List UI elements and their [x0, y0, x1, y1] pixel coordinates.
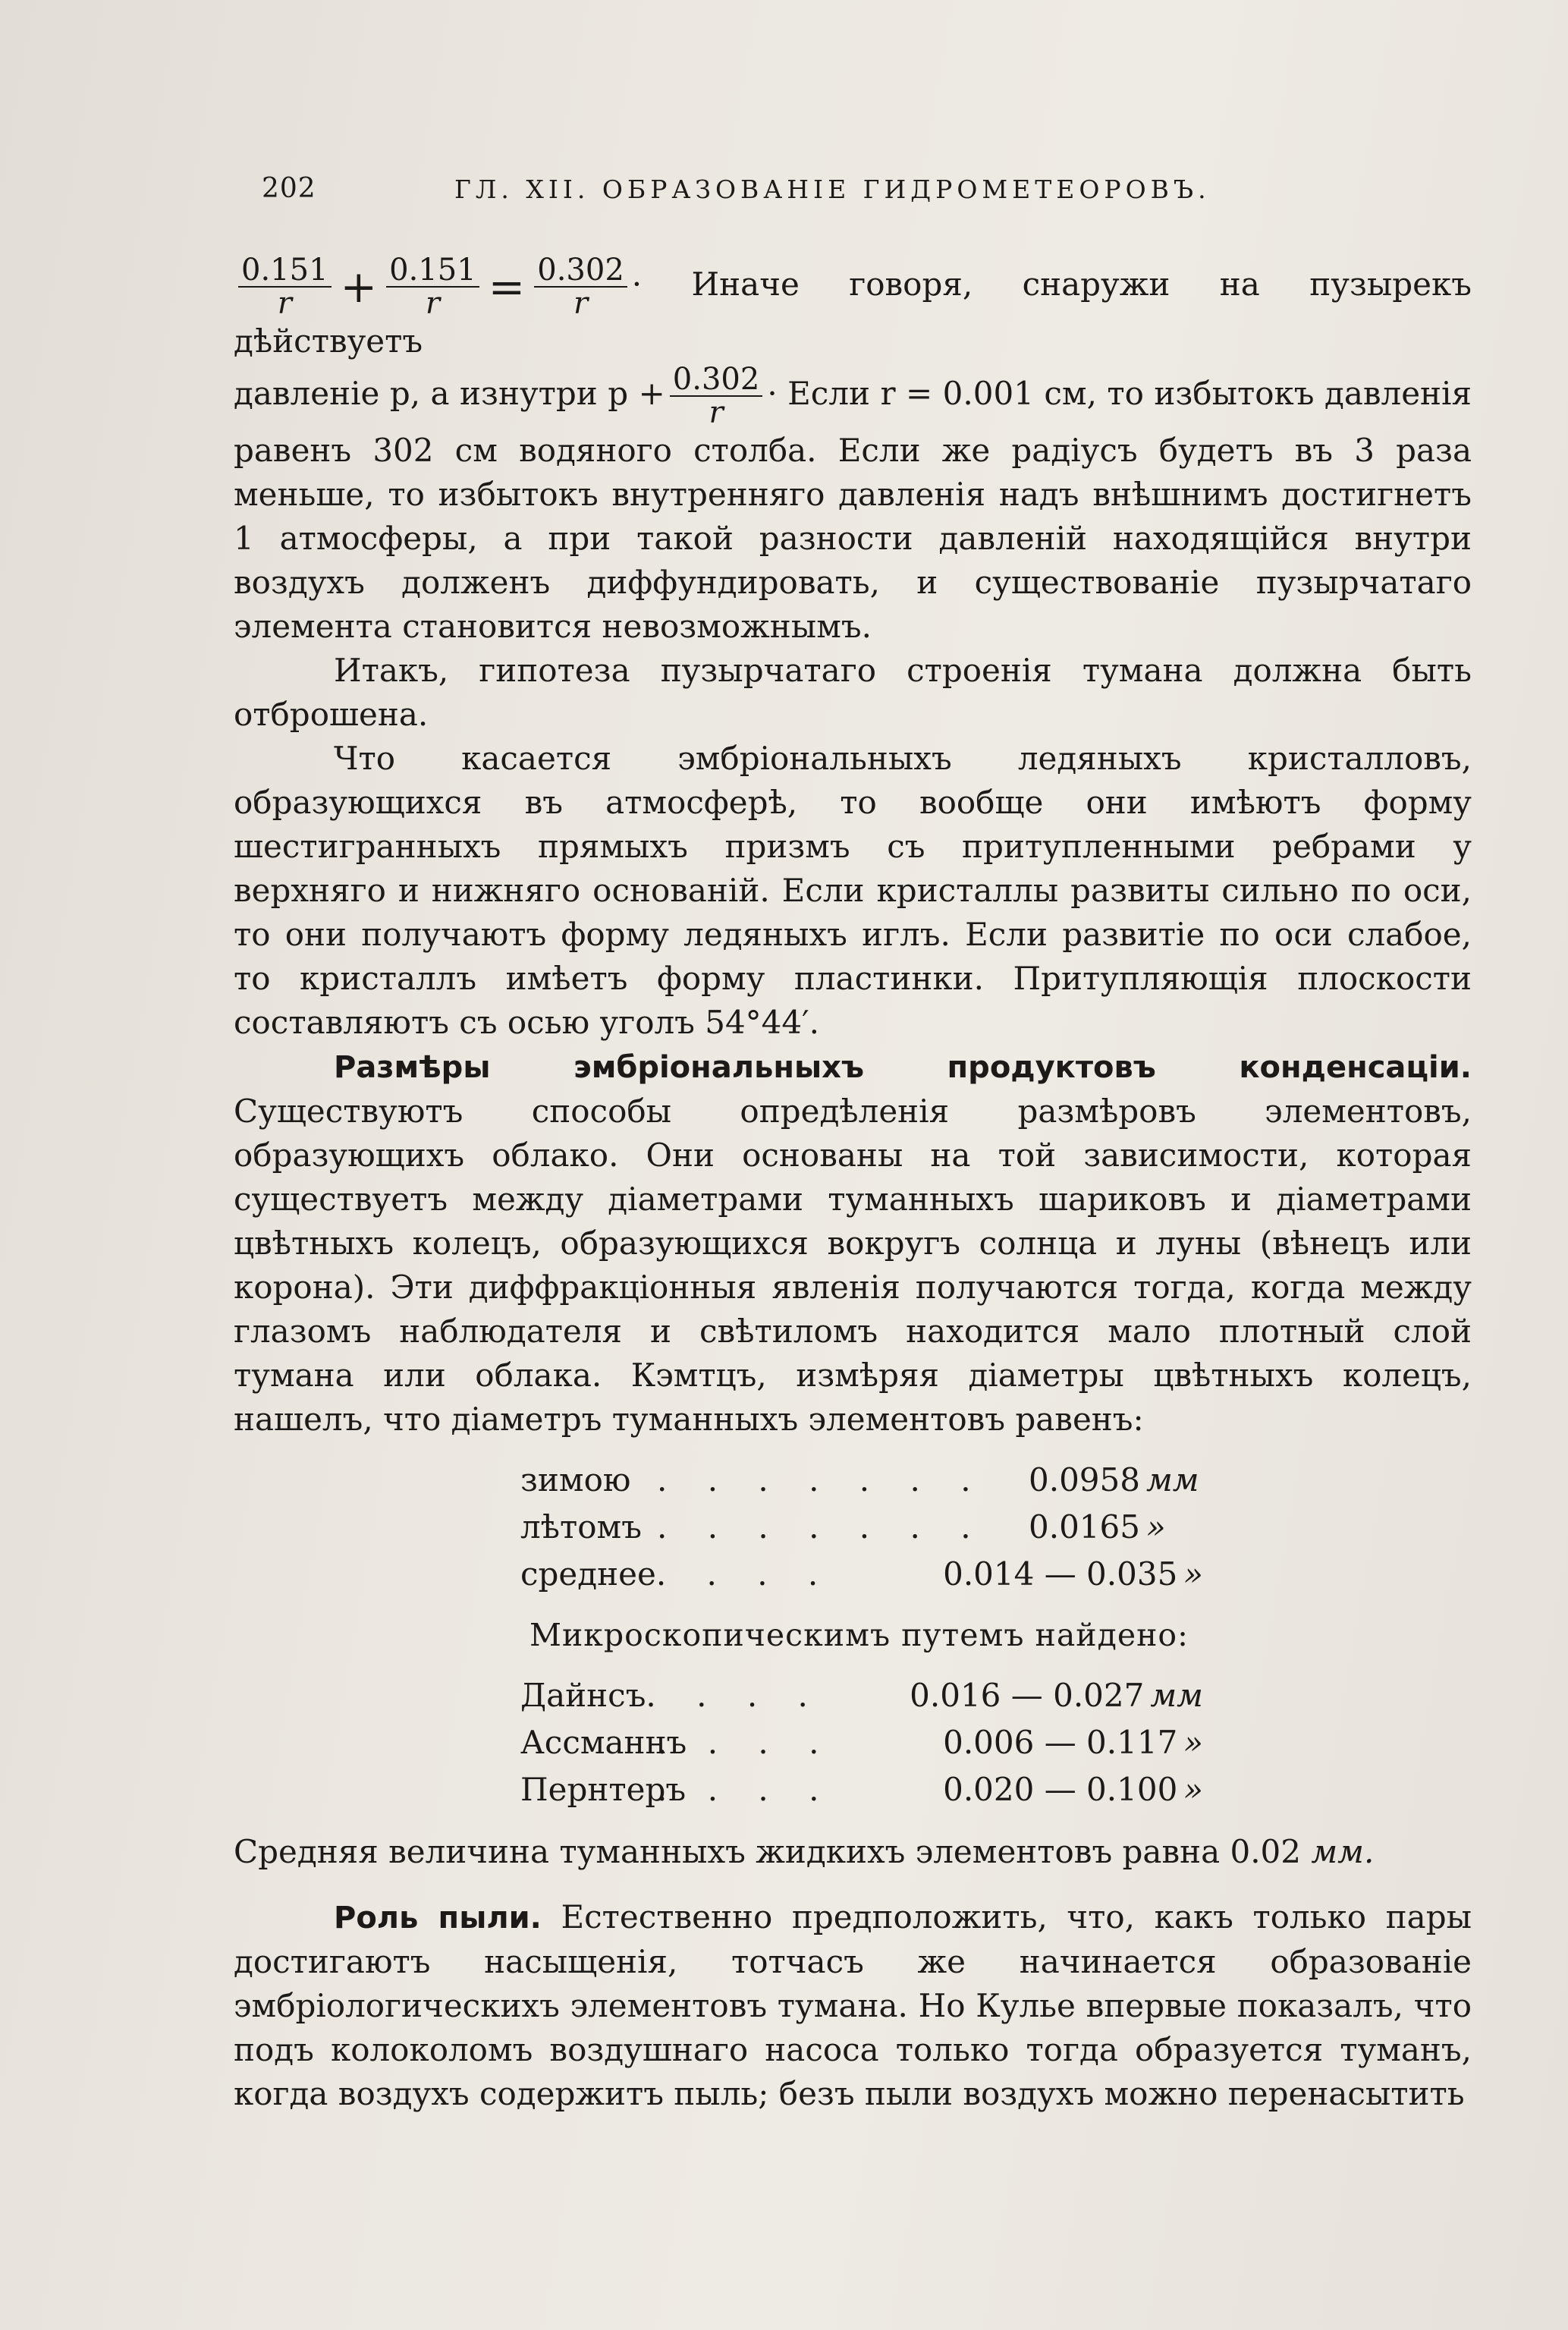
measurement-table [520, 1457, 1203, 1598]
equation-line [234, 254, 1472, 363]
fraction: $\frac{0.151}{r}$ [238, 254, 332, 319]
section-heading: Роль пыли. [334, 1901, 542, 1935]
table-row: лѣтомъ . . . . . . . 0.0165 » [520, 1508, 1166, 1545]
table-row: зимою . . . . . . . 0.0958 мм [520, 1461, 1199, 1498]
section-heading: Размѣры эмбріональныхъ продуктовъ конденсаціи. [334, 1050, 1472, 1085]
fraction: $\frac{0.151}{r}$ [386, 254, 479, 319]
plus-sign: + [340, 261, 378, 313]
table-row: Ассманнъ . . . . 0.006 — 0.117 » [520, 1724, 1203, 1761]
equation-text: · Иначе говоря, снаружи на пузырекъ дѣйствуетъ [234, 266, 1472, 360]
paragraph: давленіе p, а изнутри p + $\frac{0.302}{r}$ · Если r = 0.001 см, то избытокъ давленія равенъ 302 см водяного столба. Если же радіусъ будетъ въ 3 раза меньше, то избытокъ внутренняго давленія надъ внѣшнимъ достигнетъ 1 атмосферы, а при такой разности давленій находящійся внутри воздухъ долженъ диффундировать, и существованіе пузырчатаго элемента становится невозможнымъ. [234, 362, 1472, 645]
paragraph: Итакъ, гипотеза пузырчатаго строенія тумана должна быть отброшена. [234, 652, 1472, 733]
table-subheading: Микроскопическимъ путемъ найдено: [529, 1617, 1189, 1653]
page-body [234, 254, 1472, 2116]
spacer [234, 1874, 1472, 1895]
equals-sign: = [488, 261, 526, 313]
table-row: Пернтеръ . . . . 0.020 — 0.100 » [520, 1771, 1203, 1808]
paragraph: Роль пыли. Естественно предположить, что, какъ только пары достигаютъ насыщенія, тотчасъ же начинается образованіе эмбріологическихъ элементовъ тумана. Но Кулье впервые показалъ, что подъ колоколомъ воздушнаго насоса только тогда образуется туманъ, когда воздухъ содержитъ пыль; безъ пыли воздухъ можно перенасытить [234, 1898, 1472, 2112]
summary-line: Средняя величина туманныхъ жидкихъ элементовъ равна 0.02 мм. [234, 1833, 1375, 1870]
measurement-table [520, 1672, 1203, 1813]
paragraph: Что касается эмбріональныхъ ледяныхъ кристалловъ, образующихся въ атмосферѣ, то вообще они имѣютъ форму шестигранныхъ прямыхъ призмъ съ притупленными ребрами у верхняго и нижняго основаній. Если кристаллы развиты сильно по оси, то они получаютъ форму ледяныхъ иглъ. Если развитіе по оси слабое, то кристаллъ имѣетъ форму пластинки. Притупляющія плоскости составляютъ съ осью уголъ 54°44′. [234, 740, 1472, 1041]
page-number: 202 [262, 173, 316, 204]
fraction: $\frac{0.302}{r}$ [670, 363, 763, 429]
paragraph: Размѣры эмбріональныхъ продуктовъ конденсаціи. Существуютъ способы опредѣленія размѣровъ элементовъ, образующихъ облако. Они основаны на той зависимости, которая существуетъ между діаметрами туманныхъ шариковъ и діаметрами цвѣтныхъ колецъ, образующихся вокругъ солнца и луны (вѣнецъ или корона). Эти диффракціонныя явленія получаются тогда, когда между глазомъ наблюдателя и свѣтиломъ находится мало плотный слой тумана или облака. Кэмтцъ, измѣряя діаметры цвѣтныхъ колецъ, нашелъ, что діаметръ туманныхъ элементовъ равенъ: [234, 1050, 1472, 1438]
fraction: $\frac{0.302}{r}$ [534, 254, 627, 319]
table-row: Дайнсъ . . . . 0.016 — 0.027 мм [520, 1677, 1203, 1714]
table-row: среднее . . . . 0.014 — 0.035 » [520, 1555, 1203, 1593]
chapter-title: ГЛ. XII. ОБРАЗОВАНІЕ ГИДРОМЕТЕОРОВЪ. [454, 175, 1211, 204]
